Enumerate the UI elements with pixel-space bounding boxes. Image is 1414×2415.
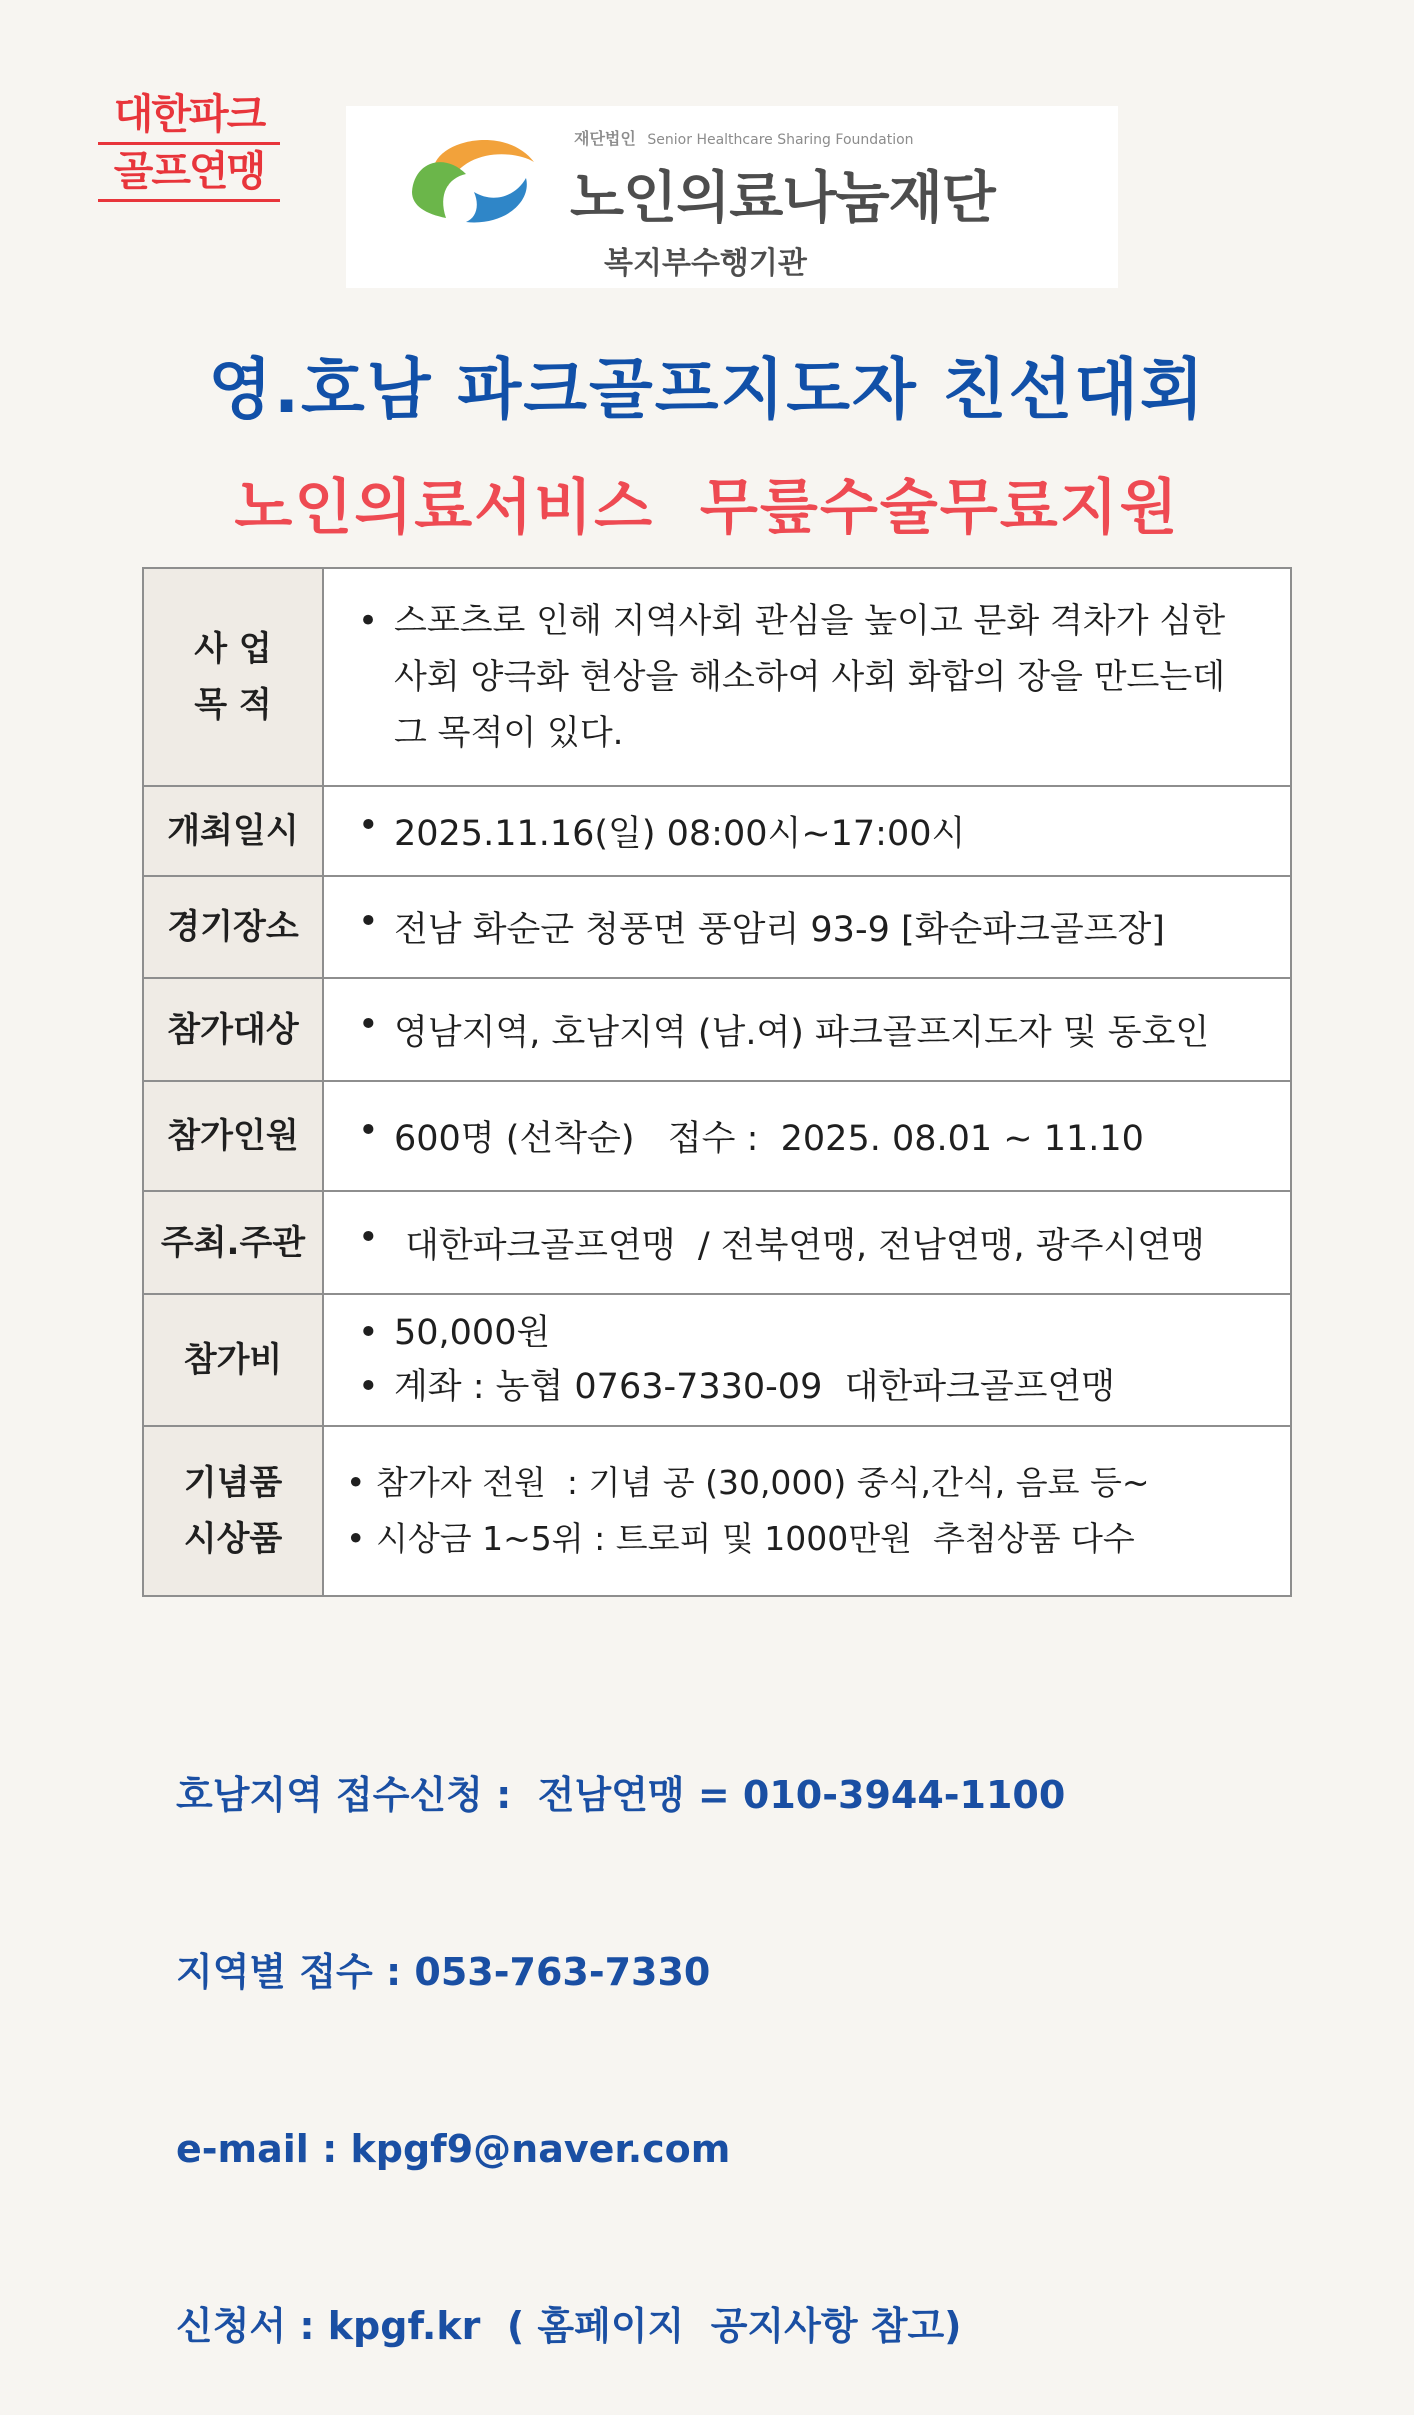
foundation-logo	[346, 106, 1118, 288]
federation-stamp-logo	[98, 88, 280, 202]
table-row-datetime	[143, 786, 1291, 876]
venue-text: • 전남 화순군 청풍면 풍암리 93-9 [화순파크골프장]	[358, 902, 1290, 952]
prizes-label-line2: 시상품	[183, 1519, 283, 1559]
table-row-host	[143, 1191, 1291, 1294]
event-subtitle: 노인의료서비스 무릎수술무료지원	[234, 473, 1180, 543]
target-label: 참가대상	[143, 978, 323, 1081]
purpose-list	[358, 593, 1290, 761]
datetime-text: • 2025.11.16(일) 08:00시~17:00시	[358, 806, 1290, 856]
datetime-value	[323, 786, 1291, 876]
contact-info	[176, 1648, 1065, 2415]
foundation-name: 노인의료나눔재단	[570, 166, 995, 231]
contact-regional-registration: 지역별 접수 : 053-763-7330	[176, 1950, 711, 1994]
foundation-agency: 복지부수행기관	[604, 246, 807, 281]
headcount-text: • 600명 (선착순) 접수 : 2025. 08.01 ~ 11.10	[358, 1111, 1290, 1161]
stamp-line-1: 대한파크	[98, 88, 280, 145]
table-row-prizes	[143, 1426, 1291, 1596]
contact-email: e-mail : kpgf9@naver.com	[176, 2127, 731, 2171]
purpose-text: • 스포츠로 인해 지역사회 관심을 높이고 문화 격차가 심한 사회 양극화 현상을 해소하여 사회 화합의 장을 만드는데 그 목적이 있다.	[358, 593, 1290, 761]
venue-value	[323, 876, 1291, 978]
target-text: • 영남지역, 호남지역 (남.여) 파크골프지도자 및 동호인	[358, 1005, 1290, 1055]
purpose-label-line2: 목 적	[194, 685, 272, 725]
event-title: 영.호남 파크골프지도자 친선대회	[208, 351, 1206, 428]
prizes-awards: • 시상금 1~5위 : 트로피 및 1000만원 추첨상품 다수	[346, 1511, 1290, 1567]
fee-label: 참가비	[143, 1294, 323, 1426]
headcount-label: 참가인원	[143, 1081, 323, 1191]
target-value	[323, 978, 1291, 1081]
foundation-sub-english: Senior Healthcare Sharing Foundation	[647, 132, 914, 148]
headcount-value	[323, 1081, 1291, 1191]
foundation-sub-korean: 재단법인	[574, 129, 636, 148]
stamp-line-2: 골프연맹	[98, 145, 280, 202]
host-value	[323, 1191, 1291, 1294]
venue-label: 경기장소	[143, 876, 323, 978]
table-row-fee	[143, 1294, 1291, 1426]
table-row-headcount	[143, 1081, 1291, 1191]
fee-account: • 계좌 : 농협 0763-7330-09 대한파크골프연맹	[358, 1360, 1290, 1414]
purpose-label-line1: 사 업	[194, 629, 272, 669]
foundation-emblem-icon	[394, 122, 554, 242]
table-row-venue	[143, 876, 1291, 978]
foundation-subtitle	[574, 126, 914, 149]
table-row-target	[143, 978, 1291, 1081]
datetime-label: 개최일시	[143, 786, 323, 876]
prizes-value	[323, 1426, 1291, 1596]
host-label: 주최.주관	[143, 1191, 323, 1294]
prizes-label-line1: 기념품	[183, 1463, 283, 1503]
purpose-value	[323, 568, 1291, 786]
event-info-table	[142, 567, 1292, 1597]
fee-value	[323, 1294, 1291, 1426]
fee-amount: • 50,000원	[358, 1306, 1290, 1360]
prizes-label	[143, 1426, 323, 1596]
host-text: • 대한파크골프연맹 / 전북연맹, 전남연맹, 광주시연맹	[358, 1218, 1290, 1268]
prizes-souvenir: • 참가자 전원 : 기념 공 (30,000) 중식,간식, 음료 등~	[346, 1455, 1290, 1511]
table-row-purpose	[143, 568, 1291, 786]
contact-application-form: 신청서 : kpgf.kr ( 홈페이지 공지사항 참고)	[176, 2304, 962, 2348]
purpose-label	[143, 568, 323, 786]
contact-honam-registration: 호남지역 접수신청 : 전남연맹 = 010-3944-1100	[176, 1773, 1066, 1817]
